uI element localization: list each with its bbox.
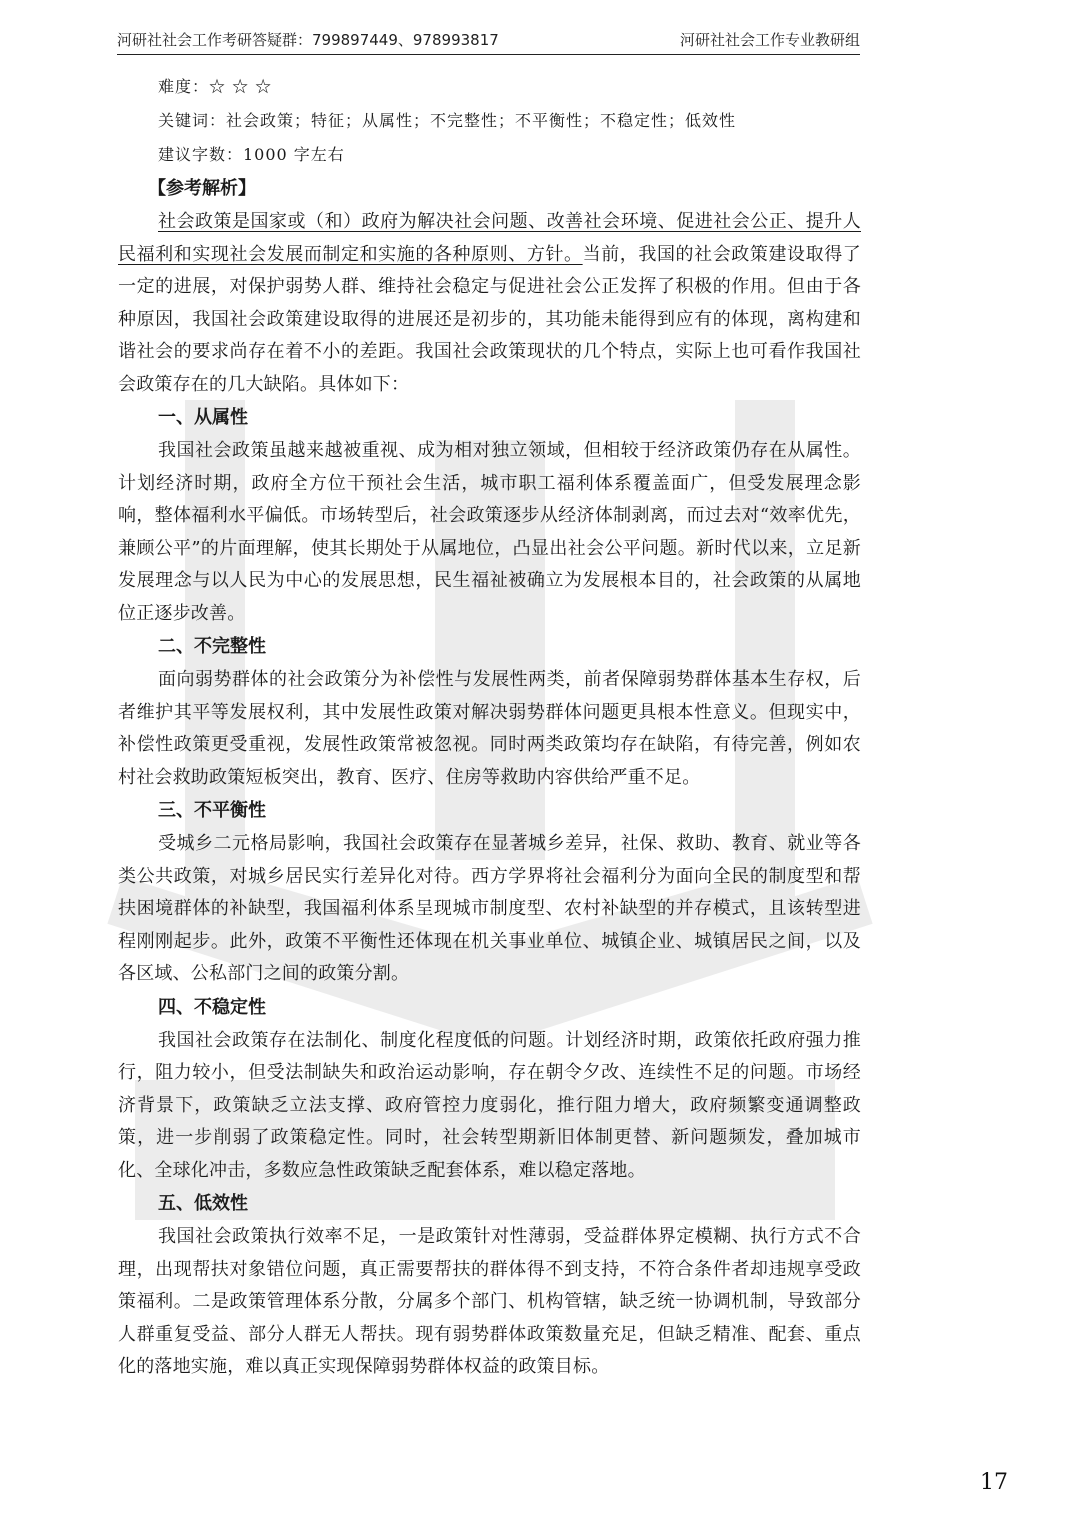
- page-number: 17: [980, 1470, 1008, 1495]
- section-text-2: 面向弱势群体的社会政策分为补偿性与发展性两类，前者保障弱势群体基本生存权，后者维护其平等发展权利，其中发展性政策对解决弱势群体问题更具根本性意义。但现实中，补偿性政策更受重视，发展性政策常被忽视。同时两类政策均存在缺陷，有待完善，例如农村社会救助政策短板突出，教育、医疗、住房等救助内容供给严重不足。: [118, 669, 861, 788]
- section-title-5: 五、低效性: [158, 1193, 248, 1214]
- document-body: [118, 70, 861, 1384]
- difficulty-line: 难度：☆ ☆ ☆: [158, 77, 273, 96]
- section-text-4: 我国社会政策存在法制化、制度化程度低的问题。计划经济时期，政策依托政府强力推行，阻力较小，但受法制缺失和政治运动影响，存在朝令夕改、连续性不足的问题。市场经济背景下，政策缺乏立法支撑、政府管控力度弱化，推行阻力增大，政府频繁变通调整政策，进一步削弱了政策稳定性。同时，社会转型期新旧体制更替、新问题频发，叠加城市化、全球化冲击，多数应急性政策缺乏配套体系，难以稳定落地。: [118, 1029, 861, 1181]
- section-title-3: 三、不平衡性: [158, 800, 266, 821]
- page-header: [117, 20, 860, 55]
- header-left-text: 河研社社会工作考研答疑群：799897449、978993817: [117, 31, 499, 49]
- section-title-2: 二、不完整性: [158, 636, 266, 657]
- keywords-line: 关键词：社会政策；特征；从属性；不完整性；不平衡性；不稳定性；低效性: [158, 111, 737, 130]
- section-title-1: 一、从属性: [158, 407, 248, 428]
- section-text-1: 我国社会政策虽越来越被重视、成为相对独立领域，但相较于经济政策仍存在从属性。计划经济时期，政府全方位干预社会生活，城市职工福利体系覆盖面广，但受发展理念影响，整体福利水平偏低。市场转型后，社会政策逐步从经济体制剥离，而过去对“效率优先，兼顾公平”的片面理解，使其长期处于从属地位，凸显出社会公平问题。新时代以来，立足新发展理念与以人民为中心的发展思想，民生福祉被确立为发展根本目的，社会政策的从属地位正逐步改善。: [118, 440, 861, 624]
- reference-heading: 【参考解析】: [148, 178, 256, 199]
- intro-definition: 社会政策是国家或（和）政府为解决社会问题、改善社会环境、促进社会公正、提升人民福利和实现社会发展而制定和实施的各种原则、方针。: [118, 211, 861, 265]
- section-title-4: 四、不稳定性: [158, 996, 266, 1018]
- header-right-text: 河研社社会工作专业教研组: [679, 31, 860, 49]
- word-count-line: 建议字数：1000 字左右: [158, 145, 345, 164]
- section-text-3: 受城乡二元格局影响，我国社会政策存在显著城乡差异，社保、救助、教育、就业等各类公共政策，对城乡居民实行差异化对待。西方学界将社会福利分为面向全民的制度型和帮扶困境群体的补缺型，我国福利体系呈现城市制度型、农村补缺型的并存模式，且该转型进程刚刚起步。此外，政策不平衡性还体现在机关事业单位、城镇企业、城镇居民之间，以及各区域、公私部门之间的政策分割。: [118, 833, 861, 984]
- intro-paragraph: [118, 206, 861, 401]
- intro-rest: 当前，我国的社会政策建设取得了一定的进展，对保护弱势人群、维持社会稳定与促进社会公正发挥了积极的作用。但由于各种原因，我国社会政策建设取得的进展还是初步的，其功能未能得到应有的体现，离构建和谐社会的要求尚存在着不小的差距。我国社会政策现状的几个特点，实际上也可看作我国社会政策存在的几大缺陷。具体如下：: [118, 243, 862, 395]
- section-text-5: 我国社会政策执行效率不足，一是政策针对性薄弱，受益群体界定模糊、执行方式不合理，出现帮扶对象错位问题，真正需要帮扶的群体得不到支持，不符合条件者却违规享受政策福利。二是政策管理体系分散，分属多个部门、机构管辖，缺乏统一协调机制，导致部分人群重复受益、部分人群无人帮扶。现有弱势群体政策数量充足，但缺乏精准、配套、重点化的落地实施，难以真正实现保障弱势群体权益的政策目标。: [118, 1226, 861, 1377]
